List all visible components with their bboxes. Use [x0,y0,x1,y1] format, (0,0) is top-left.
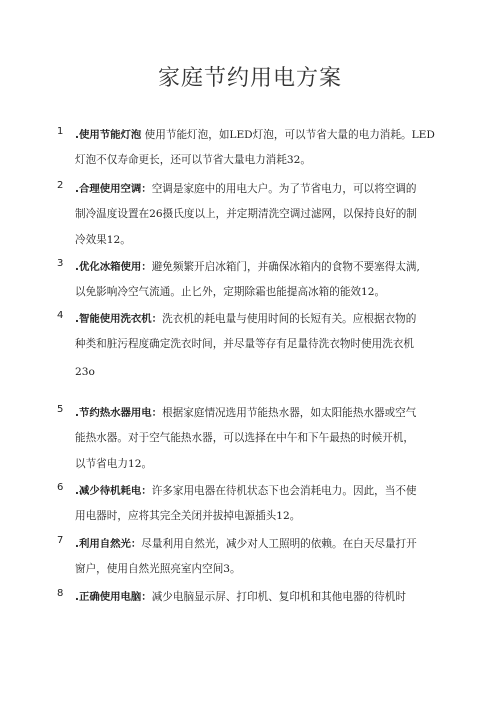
item-heading: .减少待机耗电： [75,485,152,497]
document-title: 家庭节约用电方案 [157,66,342,91]
item-text: 减少电脑显示屏、打印机、复印机和其他电器的待机时 [151,591,406,603]
item-heading: .节约热水器用电： [75,407,163,419]
item-line [75,404,416,420]
item-line [75,336,414,351]
item-line [75,366,95,378]
item-text: 根据家庭情况选用节能热水器，如太阳能热水器或空气 [162,407,417,419]
item-number: 6 [57,482,64,493]
item-line [75,206,417,221]
item-number: 1 [57,126,64,137]
item-text: 使用节能灯泡，如LED灯泡，可以节省大量的电力消耗。LED [141,129,435,141]
item-text: 空调是家庭中的用电大户。为了节省电力，可以将空调的 [151,183,417,195]
item-number: 5 [57,404,64,415]
item-heading: .利用自然光： [75,538,142,550]
item-text: 能热水器。对于空气能热水器，可以选择在中午和下午最热的时候开机， [75,432,414,444]
item-text: 用电器时，应将其完全关闭并拔掉电源插头12。 [75,510,301,522]
item-line [75,430,414,445]
item-line [75,180,417,196]
item-text: 窗户，使用自然光照亮室内空间3。 [75,563,241,575]
item-text: 以节省电力12。 [75,458,153,470]
item-line [75,508,300,523]
item-line [75,588,406,604]
item-heading: .合理使用空调： [75,183,152,195]
item-text: 种类和脏污程度确定洗衣时间，并尽量等存有足量待洗衣物时使用洗衣机 [75,338,414,350]
item-text: 尽量利用自然光，减少对人工照明的依赖。在白天尽量打开 [141,538,417,550]
item-line [75,152,311,167]
item-text: 灯泡不仅寿命更长，还可以节省大量电力消耗32。 [75,154,311,166]
item-line [75,258,420,274]
item-line [75,126,435,142]
item-line [75,456,152,471]
item-line [75,535,417,551]
item-text: 避免频繁开启冰箱门，并确保冰箱内的食物不要塞得太满, [151,261,420,273]
item-text: 以免影响冷空气流通。止匕外，定期除霜也能提高冰箱的能效12。 [75,286,386,298]
item-number: 8 [57,588,64,599]
item-line [75,310,416,326]
item-line [75,232,131,247]
item-text: 许多家用电器在待机状态下也会消耗电力。因此，当不使 [151,485,417,497]
item-text: 冷效果12。 [75,234,131,246]
item-text: 洗衣机的耗电量与使用时间的长短有关。应根据衣物的 [162,313,417,325]
item-number: 2 [57,180,64,191]
item-number: 7 [57,535,64,546]
item-heading: .使用节能灯泡 [75,129,142,141]
item-number: 4 [57,310,64,321]
item-heading: .正确使用电脑： [75,591,152,603]
item-line [75,561,241,576]
item-number: 3 [57,258,64,269]
item-text: 23o [75,366,95,378]
item-heading: .优化冰箱使用： [75,261,152,273]
item-heading: .智能使用洗衣机： [75,313,163,325]
item-line [75,284,385,299]
item-line [75,482,417,498]
item-text: 制冷温度设置在26摄氏度以上，并定期清洗空调过滤网，以保持良好的制 [75,208,417,220]
